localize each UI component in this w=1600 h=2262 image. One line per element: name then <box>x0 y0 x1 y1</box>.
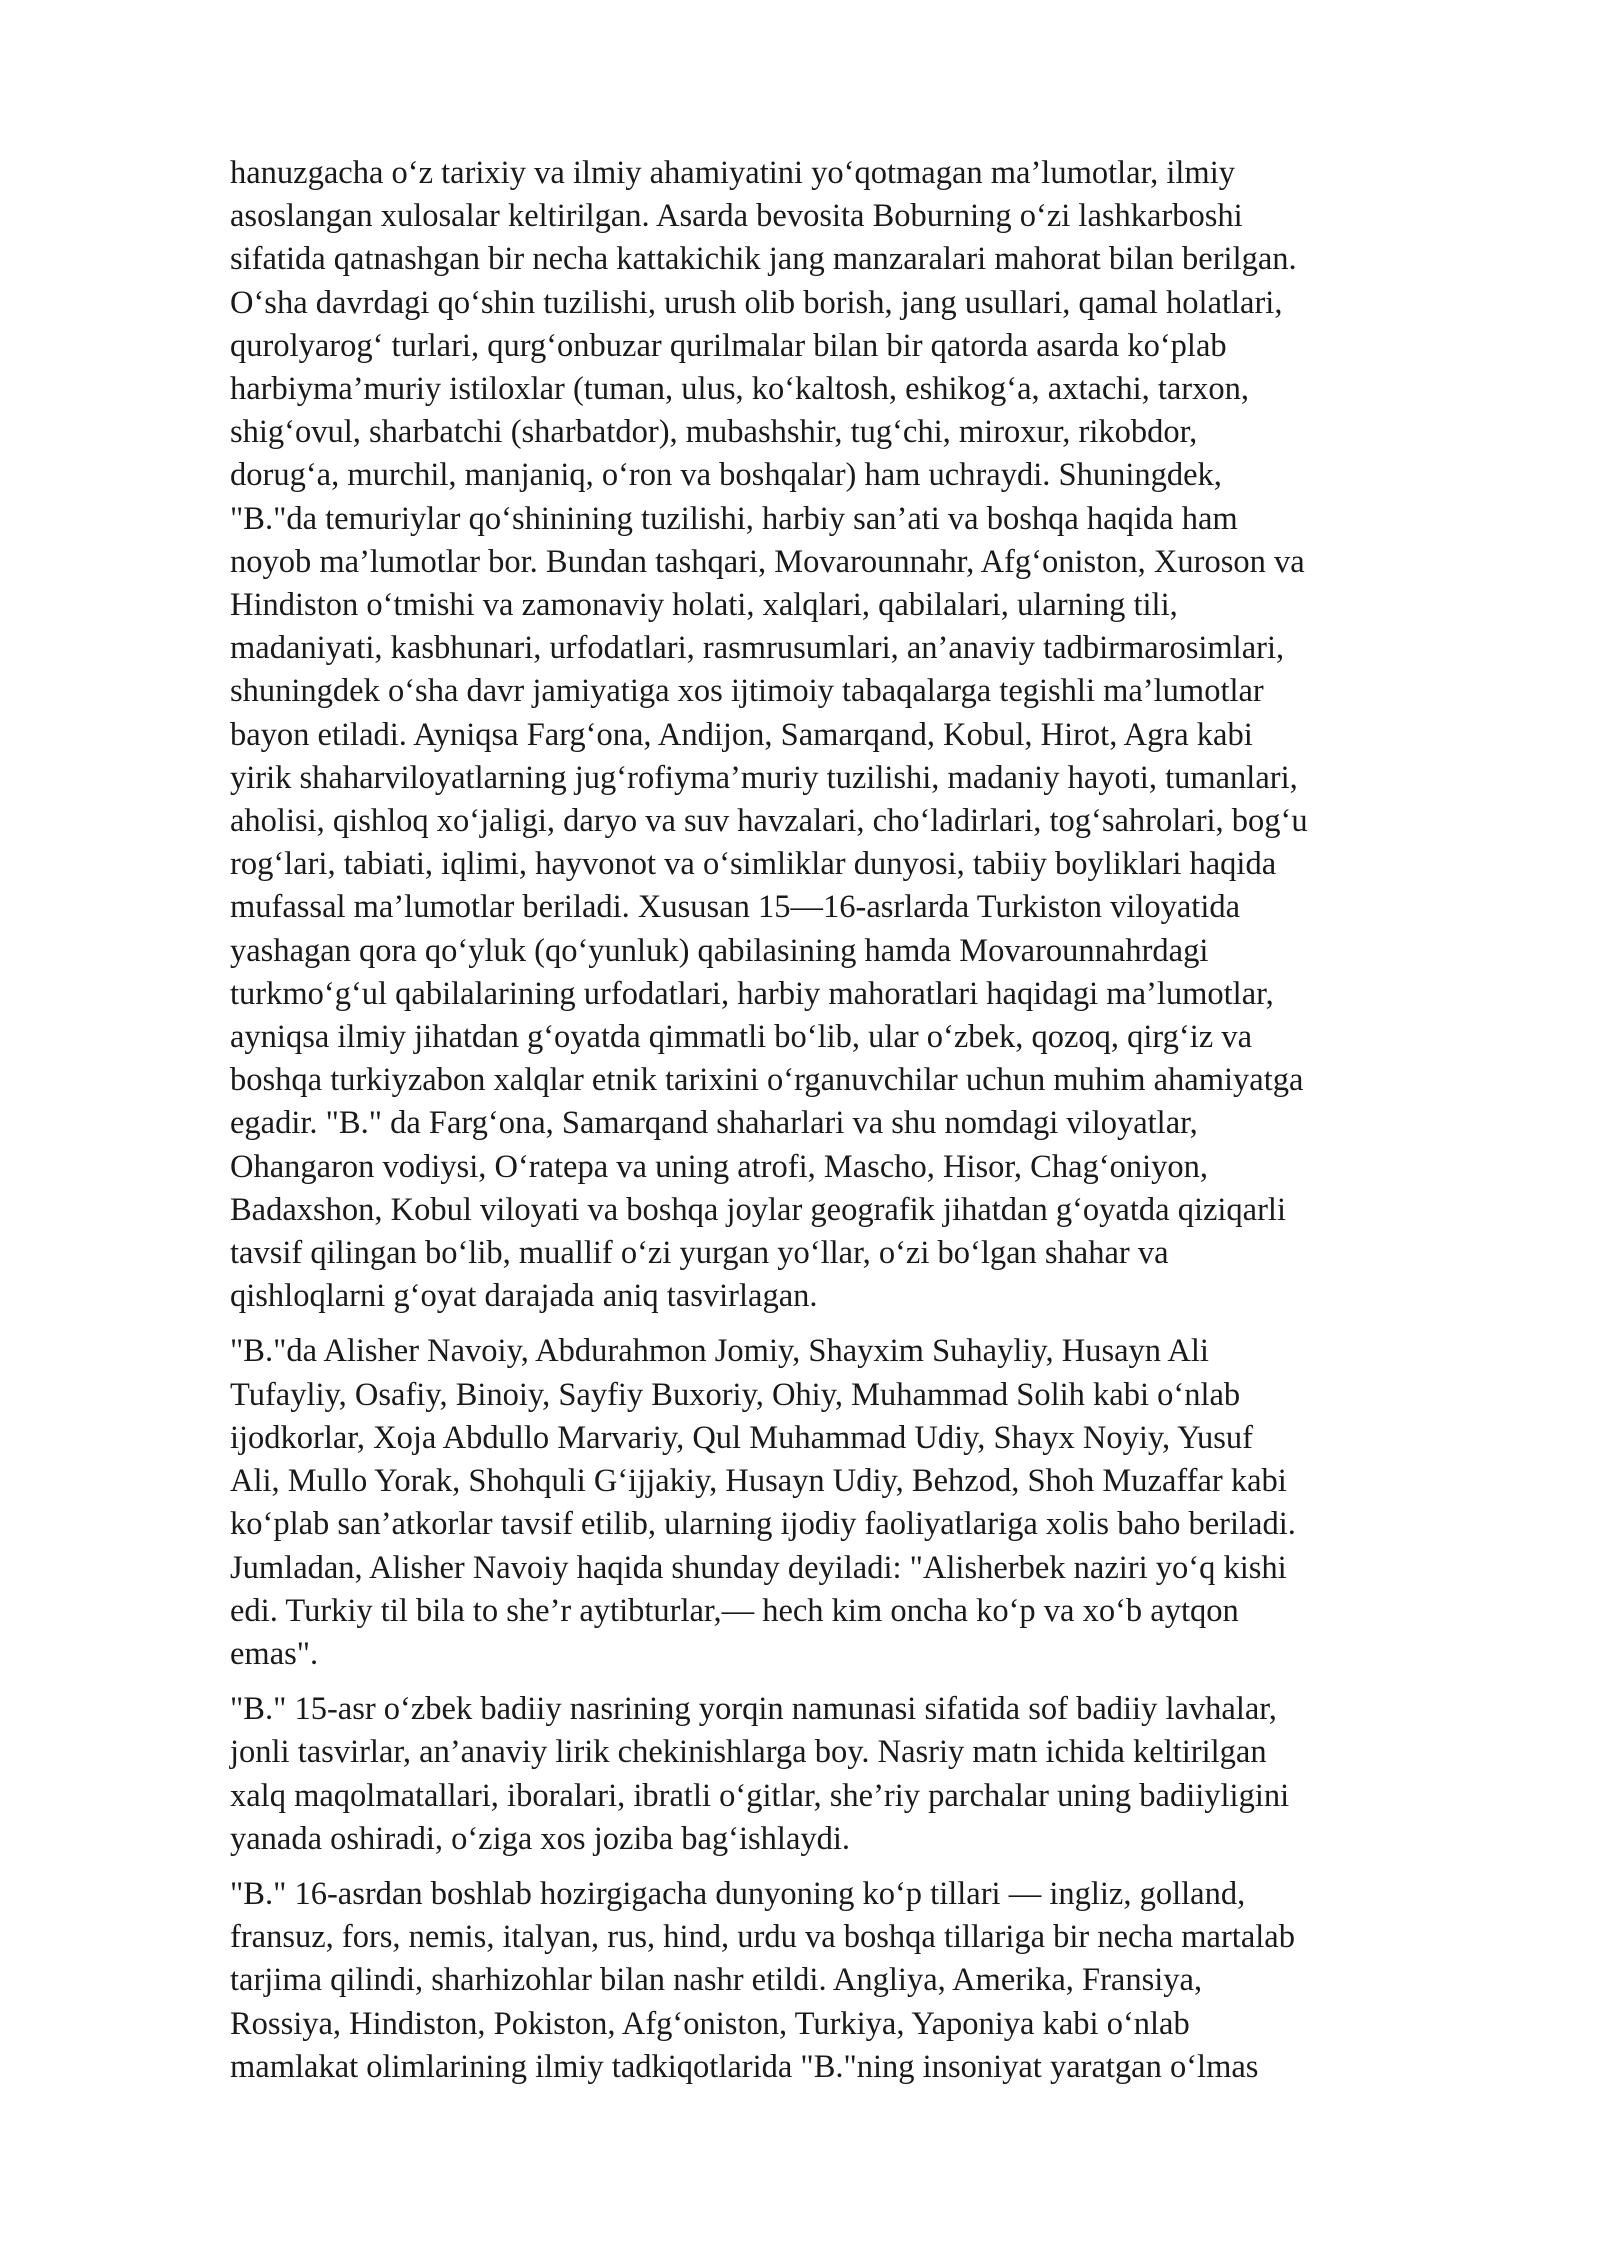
text-line: Ohangaron vodiysi, O‘ratepa va uning atrofi, Mascho, Hisor, Chag‘oniyon, <box>230 1148 1208 1185</box>
text-line: O‘sha davrdagi qo‘shin tuzilishi, urush olib borish, jang usullari, qamal holatlari, <box>230 284 1283 321</box>
paragraph <box>230 1688 1530 1861</box>
text-line: Badaxshon, Kobul viloyati va boshqa joylar geografik jihatdan g‘oyatda qiziqarli <box>230 1191 1286 1228</box>
text-line: Jumladan, Alisher Navoiy haqida shunday deyiladi: "Alisherbek naziri yo‘q kishi <box>230 1549 1287 1586</box>
text-line: edi. Turkiy til bila to she’r aytibturlar,— hech kim oncha ko‘p va xo‘b aytqon <box>230 1592 1239 1629</box>
text-line: xalq maqolmatallari, iboralari, ibratli o‘gitlar, she’riy parchalar uning badiiyligini <box>230 1777 1290 1814</box>
text-line: tavsif qilingan bo‘lib, muallif o‘zi yurgan yo‘llar, o‘zi bo‘lgan shahar va <box>230 1235 1169 1272</box>
document-page <box>230 152 1530 2101</box>
paragraph <box>230 1873 1530 2089</box>
text-line: "B." 15-asr o‘zbek badiiy nasrining yorqin namunasi sifatida sof badiiy lavhalar, <box>230 1691 1277 1728</box>
text-line: yirik shaharviloyatlarning jug‘rofiyma’muriy tuzilishi, madaniy hayoti, tumanlari, <box>230 759 1298 796</box>
text-line: shuningdek o‘sha davr jamiyatiga xos ijtimoiy tabaqalarga tegishli ma’lumotlar <box>230 673 1264 710</box>
text-line: qurolyarog‘ turlari, qurg‘onbuzar qurilmalar bilan bir qatorda asarda ko‘plab <box>230 327 1227 364</box>
paragraph <box>230 152 1530 1318</box>
text-line: ko‘plab san’atkorlar tavsif etilib, ularning ijodiy faoliyatlariga xolis baho beriladi. <box>230 1506 1296 1543</box>
text-line: hanuzgacha o‘z tarixiy va ilmiy ahamiyatini yo‘qotmagan ma’lumotlar, ilmiy <box>230 155 1235 191</box>
text-line: Hindiston o‘tmishi va zamonaviy holati, xalqlari, qabilalari, ularning tili, <box>230 587 1178 624</box>
text-line: bayon etiladi. Ayniqsa Farg‘ona, Andijon, Samarqand, Kobul, Hirot, Agra kabi <box>230 716 1253 753</box>
text-line: dorug‘a, murchil, manjaniq, o‘ron va boshqalar) ham uchraydi. Shuningdek, <box>230 457 1222 494</box>
text-line: aholisi, qishloq xo‘jaligi, daryo va suv havzalari, cho‘ladirlari, tog‘sahrolari, bog‘u <box>230 803 1308 840</box>
text-line: yashagan qora qo‘yluk (qo‘yunluk) qabilasining hamda Movarounnahrdagi <box>230 932 1209 969</box>
text-line: "B."da Alisher Navoiy, Abdurahmon Jomiy, Shayxim Suhayliy, Husayn Ali <box>230 1333 1209 1370</box>
text-line: emas". <box>230 1635 319 1672</box>
text-line: yanada oshiradi, o‘ziga xos joziba bag‘ishlaydi. <box>230 1820 851 1857</box>
text-line: mamlakat olimlarining ilmiy tadkiqotlarida "B."ning insoniyat yaratgan o‘lmas <box>230 2048 1259 2085</box>
text-line: qishloqlarni g‘oyat darajada aniq tasvirlagan. <box>230 1278 818 1315</box>
text-line: tarjima qilindi, sharhizohlar bilan nashr etildi. Angliya, Amerika, Fransiya, <box>230 1962 1203 1999</box>
text-line: rog‘lari, tabiati, iqlimi, hayvonot va o‘simliklar dunyosi, tabiiy boyliklari haqida <box>230 846 1277 883</box>
text-line: sifatida qatnashgan bir necha kattakichik jang manzaralari mahorat bilan berilgan. <box>230 241 1297 278</box>
text-line: boshqa turkiyzabon xalqlar etnik tarixini o‘rganuvchilar uchun muhim ahamiyatga <box>230 1062 1304 1099</box>
text-line: jonli tasvirlar, an’anaviy lirik chekinishlarga boy. Nasriy matn ichida keltirilgan <box>230 1734 1267 1771</box>
text-line: madaniyati, kasbhunari, urfodatlari, rasmrusumlari, an’anaviy tadbirmarosimlari, <box>230 630 1285 667</box>
text-line: ijodkorlar, Xoja Abdullo Marvariy, Qul Muhammad Udiy, Shayx Noyiy, Yusuf <box>230 1419 1253 1456</box>
text-line: "B."da temuriylar qo‘shinining tuzilishi, harbiy san’ati va boshqa haqida ham <box>230 500 1238 537</box>
text-line: Rossiya, Hindiston, Pokiston, Afg‘oniston, Turkiya, Yaponiya kabi o‘nlab <box>230 2005 1190 2042</box>
text-line: ayniqsa ilmiy jihatdan g‘oyatda qimmatli bo‘lib, ular o‘zbek, qozoq, qirg‘iz va <box>230 1019 1252 1056</box>
text-line: fransuz, fors, nemis, italyan, rus, hind, urdu va boshqa tillariga bir necha martalab <box>230 1919 1295 1956</box>
text-line: Tufayliy, Osafiy, Binoiy, Sayfiy Buxoriy, Ohiy, Muhammad Solih kabi o‘nlab <box>230 1376 1241 1413</box>
paragraph <box>230 1330 1530 1676</box>
text-line: egadir. "B." da Farg‘ona, Samarqand shaharlari va shu nomdagi viloyatlar, <box>230 1105 1198 1142</box>
text-line: harbiyma’muriy istiloxlar (tuman, ulus, ko‘kaltosh, eshikog‘a, axtachi, tarxon, <box>230 371 1250 408</box>
text-line: Ali, Mullo Yorak, Shohquli G‘ijjakiy, Husayn Udiy, Behzod, Shoh Muzaffar kabi <box>230 1463 1287 1500</box>
text-line: shig‘ovul, sharbatchi (sharbatdor), mubashshir, tug‘chi, miroxur, rikobdor, <box>230 414 1198 451</box>
text-line: noyob ma’lumotlar bor. Bundan tashqari, Movarounnahr, Afg‘oniston, Xuroson va <box>230 543 1305 580</box>
text-line: asoslangan xulosalar keltirilgan. Asarda bevosita Boburning o‘zi lashkarboshi <box>230 198 1243 235</box>
text-line: mufassal ma’lumotlar beriladi. Xususan 15—16-asrlarda Turkiston viloyatida <box>230 889 1241 926</box>
text-line: "B." 16-asrdan boshlab hozirgigacha dunyoning ko‘p tillari — ingliz, golland, <box>230 1875 1246 1912</box>
text-line: turkmo‘g‘ul qabilalarining urfodatlari, harbiy mahoratlari haqidagi ma’lumotlar, <box>230 975 1274 1012</box>
